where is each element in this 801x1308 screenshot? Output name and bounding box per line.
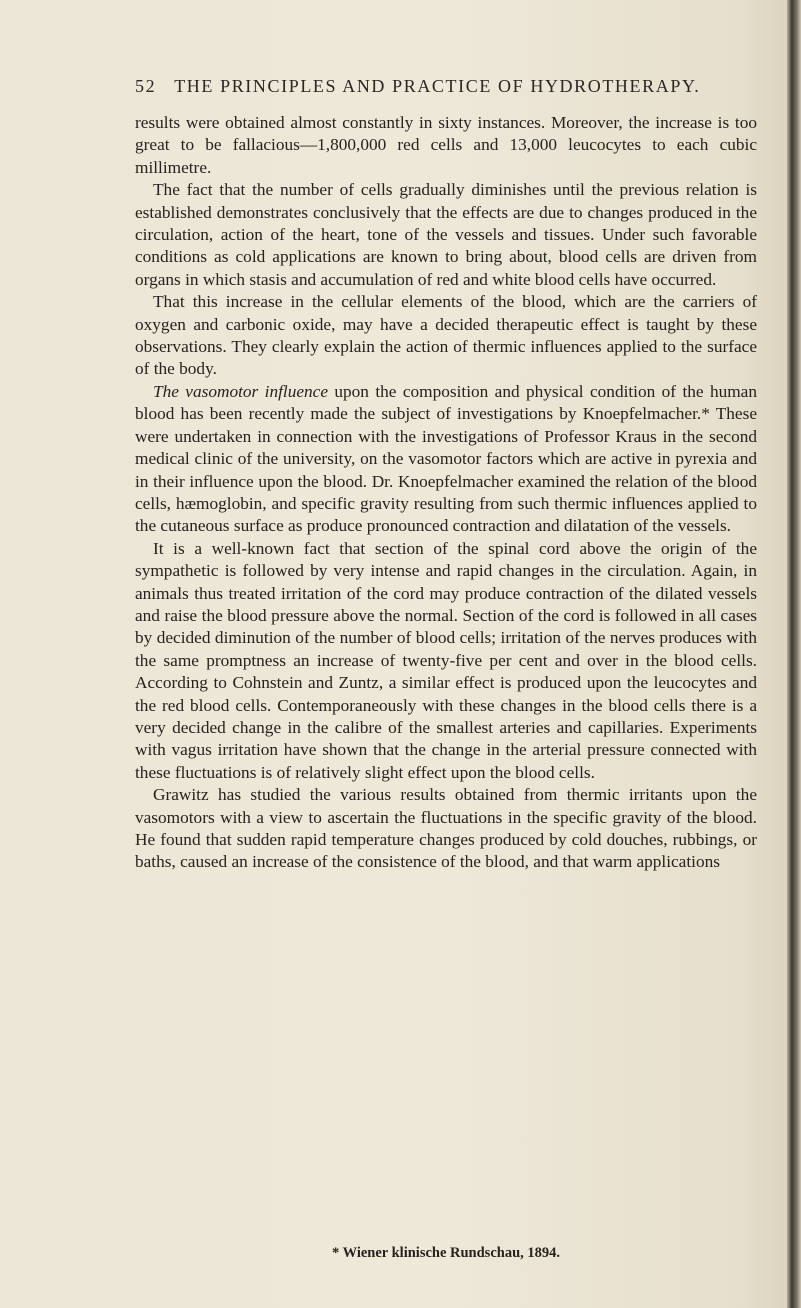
paragraph-2: The fact that the number of cells gradually diminishes until the previous relation is established demonstrates conclusively that the effects are due to changes produced in the circulation, action of the heart, tone of the vessels and tissues. Under such favorable conditions as cold applications are known to bring about, blood cells are driven from organs in which stasis and accumulation of red and white blood cells have occurred. <box>135 180 757 289</box>
running-header <box>135 76 700 97</box>
paragraph-4: The vasomotor influence upon the composition and physical condition of the human blood has been recently made the subject of investigations by Knoepfelmacher.* These were undertaken in connection with the investigations of Professor Kraus in the second medical clinic of the university, on the vasomotor factors which are active in pyrexia and in their influence upon the blood. Dr. Knoepfelmacher examined the relation of the blood cells, hæmoglobin, and specific gravity resulting from such thermic influences applied to the cutaneous surface as produce pronounced contraction and dilatation of the vessels. <box>135 381 757 536</box>
page-number: 52 <box>135 76 157 96</box>
footnote: * Wiener klinische Rundschau, 1894. <box>331 1245 561 1261</box>
paragraph-6: Grawitz has studied the various results obtained from thermic irritants upon the vasomotors with a view to ascertain the fluctuations in the specific gravity of the blood. He found that sudden rapid temperature changes produced by cold douches, rubbings, or baths, caused an increase of the consistence of the blood, and that warm applications <box>135 785 757 872</box>
paragraph-5: It is a well-known fact that section of the spinal cord above the origin of the sympathetic is followed by very intense and rapid changes in the circulation. Again, in animals thus treated irritation of the cord may produce contraction of the dilated vessels and raise the blood pressure above the normal. Section of the cord is followed in all cases by decided diminution of the number of blood cells; irritation of the nerves produces with the same promptness an increase of twenty-five per cent and over in the blood cells. According to Cohnstein and Zuntz, a similar effect is produced upon the leucocytes and the red blood cells. Contemporaneously with these changes in the blood cells there is a very decided change in the calibre of the smallest arteries and capillaries. Experiments with vagus irritation have shown that the change in the arterial pressure connected with these fluctuations is of relatively slight effect upon the blood cells. <box>135 538 757 782</box>
italic-lead: The vasomotor influence <box>153 381 328 401</box>
body-text <box>135 112 757 874</box>
paragraph-1: results were obtained almost constantly in sixty instances. Moreover, the increase is too great to be fallacious—1,800,000 red cells and 13,000 leucocytes to each cubic millimetre. <box>135 113 757 177</box>
running-title: THE PRINCIPLES AND PRACTICE OF HYDROTHERAPY. <box>174 76 701 96</box>
page-edge-shadow <box>787 0 801 1308</box>
paragraph-3: That this increase in the cellular elements of the blood, which are the carriers of oxygen and carbonic oxide, may have a decided therapeutic effect is taught by these observations. They clearly explain the action of thermic influences applied to the surface of the body. <box>135 292 757 379</box>
